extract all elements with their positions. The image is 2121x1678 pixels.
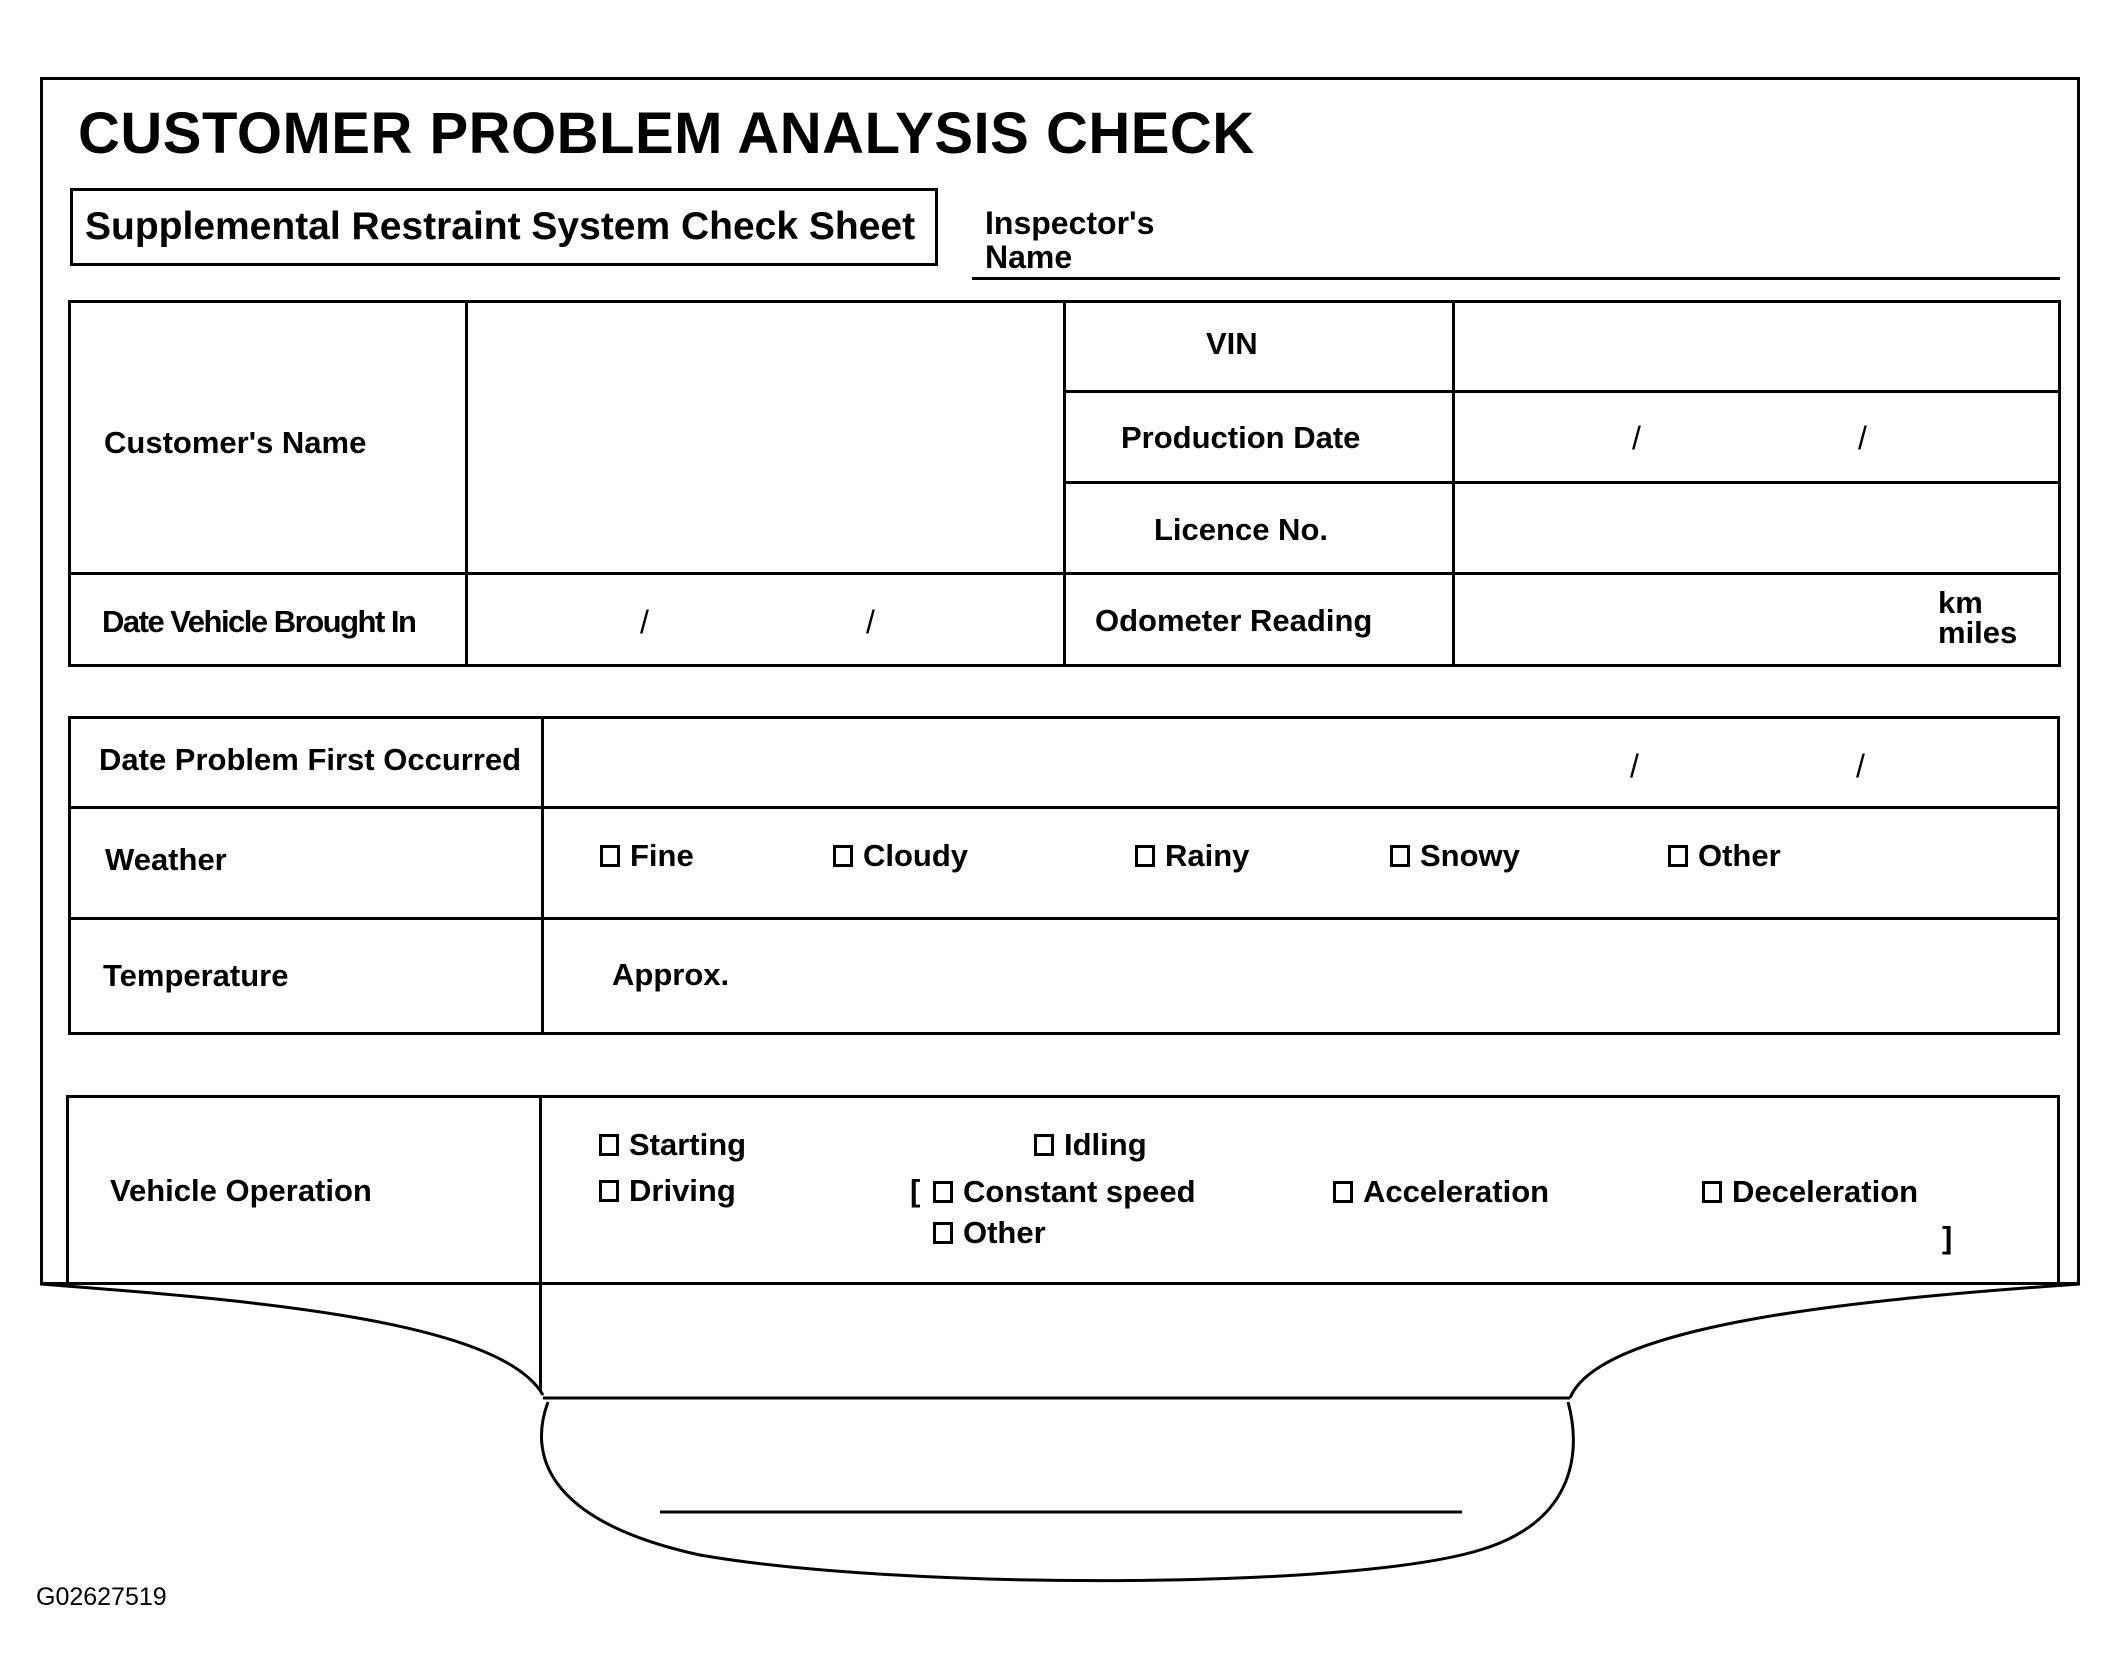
- bracket-close: ]: [1942, 1220, 1953, 1255]
- date-separator: /: [866, 604, 875, 640]
- temperature-approx: Approx.: [612, 957, 730, 992]
- option-label: Other: [1698, 838, 1781, 873]
- customer-name-label: Customer's Name: [104, 425, 367, 460]
- figure-code: G02627519: [36, 1583, 167, 1611]
- left-curve: [40, 1284, 543, 1395]
- date-separator: /: [640, 604, 649, 640]
- right-curve: [1570, 1284, 2080, 1398]
- weather-label: Weather: [105, 842, 227, 877]
- odometer-label: Odometer Reading: [1095, 603, 1373, 638]
- vin-label: VIN: [1206, 326, 1258, 361]
- check-sheet-title-text: Supplemental Restraint System Check Sheet: [85, 205, 916, 248]
- option-label: Idling: [1064, 1127, 1147, 1162]
- option-label: Cloudy: [863, 838, 969, 873]
- inspector-label-line1: Inspector's: [985, 205, 1155, 241]
- option-label: Driving: [629, 1173, 736, 1208]
- option-label: Acceleration: [1363, 1174, 1550, 1209]
- unit-km: km: [1938, 585, 1983, 620]
- option-label: Fine: [630, 838, 694, 873]
- option-label: Other: [963, 1215, 1046, 1250]
- licence-label: Licence No.: [1154, 512, 1328, 547]
- date-problem-label: Date Problem First Occurred: [99, 742, 522, 777]
- date-separator: /: [1630, 748, 1639, 784]
- option-label: Snowy: [1420, 838, 1520, 873]
- production-date-label: Production Date: [1121, 420, 1361, 455]
- page-title: CUSTOMER PROBLEM ANALYSIS CHECK: [78, 101, 1255, 166]
- option-label: Starting: [629, 1127, 747, 1162]
- option-label: Constant speed: [963, 1174, 1196, 1209]
- option-label: Deceleration: [1732, 1174, 1919, 1209]
- date-separator: /: [1858, 420, 1867, 456]
- date-brought-in-label: Date Vehicle Brought In: [102, 604, 416, 639]
- date-separator: /: [1632, 420, 1641, 456]
- unit-miles: miles: [1938, 615, 2018, 650]
- inspector-label-line2: Name: [985, 239, 1073, 275]
- bracket-open: [: [910, 1173, 921, 1208]
- temperature-label: Temperature: [103, 958, 289, 993]
- option-label: Rainy: [1165, 838, 1250, 873]
- date-separator: /: [1856, 748, 1865, 784]
- vehicle-operation-label: Vehicle Operation: [110, 1173, 372, 1208]
- lower-bulge: [541, 1402, 1573, 1581]
